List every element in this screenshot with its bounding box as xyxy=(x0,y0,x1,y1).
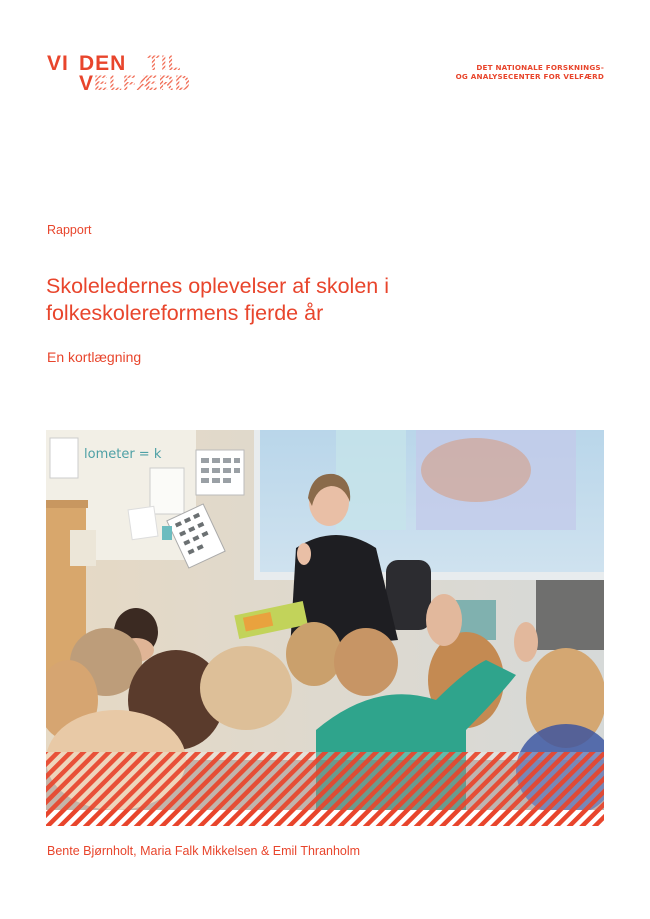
report-title-line1: Skoleledernes oplevelser af skolen i xyxy=(46,274,390,298)
authors: Bente Bjørnholt, Maria Falk Mikkelsen & Emil Thranholm xyxy=(47,844,361,858)
cover-photo xyxy=(46,430,604,826)
whiteboard-text: lometer = k xyxy=(84,447,162,462)
svg-text:DEN: DEN xyxy=(79,52,127,75)
svg-text:V: V xyxy=(79,72,94,92)
svg-text:TIL: TIL xyxy=(147,52,182,75)
report-subtitle: En kortlægning xyxy=(47,349,142,365)
document-type: Rapport xyxy=(47,223,92,237)
svg-text:ELFÆRD: ELFÆRD xyxy=(94,72,191,92)
report-title-line2: folkeskolereformens fjerde år xyxy=(46,301,324,325)
report-title xyxy=(46,273,606,327)
organization-name-line1: DET NATIONALE FORSKNINGS- xyxy=(476,63,604,72)
vive-logo xyxy=(47,52,223,92)
organization-name-line2: OG ANALYSECENTER FOR VELFÆRD xyxy=(455,72,604,81)
organization-name xyxy=(384,63,604,81)
svg-text:VI: VI xyxy=(47,52,69,75)
